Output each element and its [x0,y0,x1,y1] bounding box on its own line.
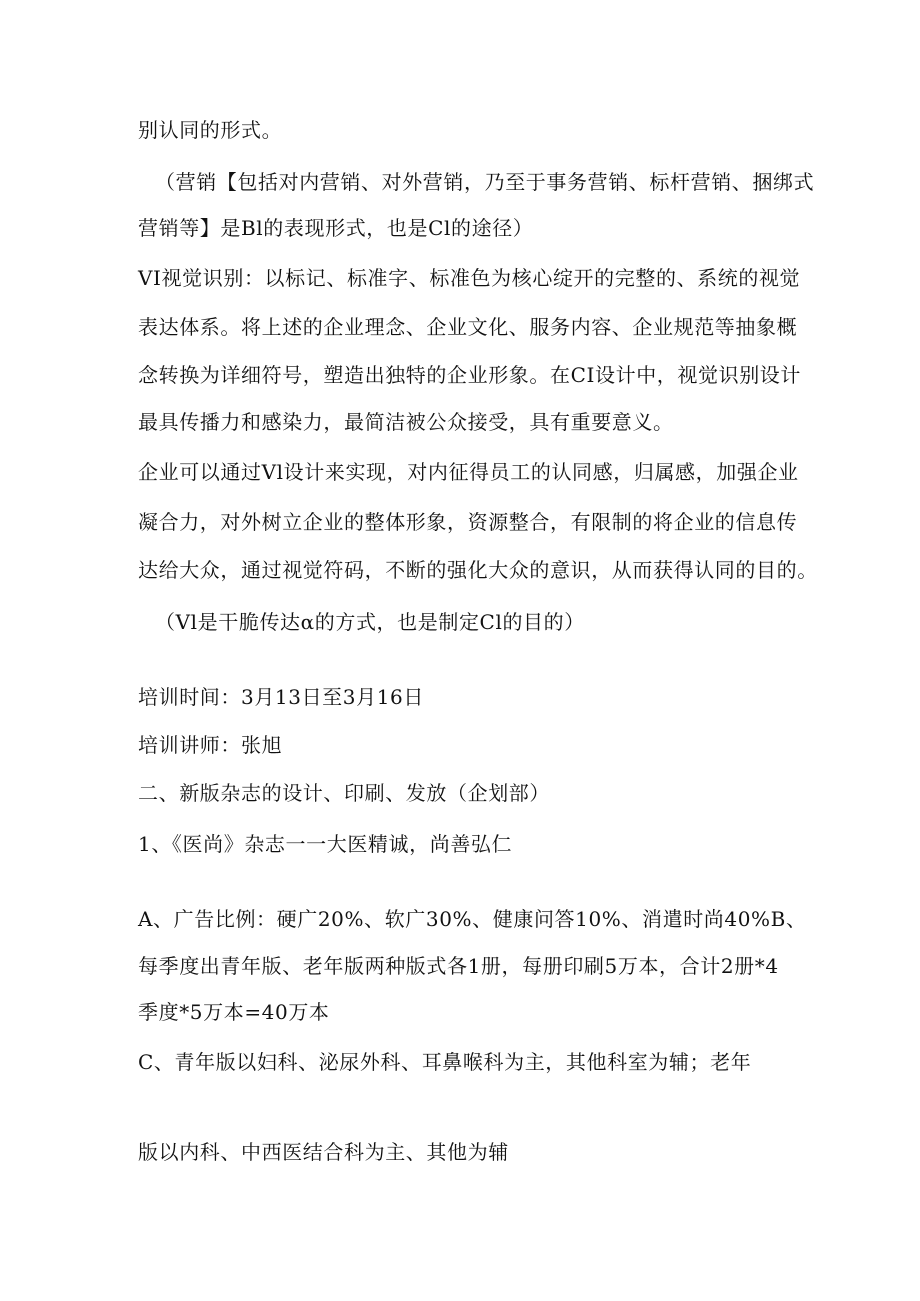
text-line: 每季度出青年版、老年版两种版式各1册，每册印刷5万本，合计2册*4 [138,954,779,978]
text-line: 培训时间：3月13日至3月16日 [138,685,424,709]
text-line: 季度*5万本=40万本 [138,1000,330,1024]
text-line: 版以内科、中西医结合科为主、其他为辅 [138,1140,509,1164]
text-line: A、广告比例：硬广20%、软广30%、健康问答10%、消遣时尚40%B、 [138,907,807,931]
text-line: 营销等】是Bl的表现形式，也是Cl的途径） [138,216,534,240]
text-line: VI视觉识别：以标记、标准字、标准色为核心绽开的完整的、系统的视觉 [138,266,801,290]
text-line: 表达体系。将上述的企业理念、企业文化、服务内容、企业规范等抽象概 [138,315,798,339]
text-line: （Vl是干脆传达α的方式，也是制定Cl的目的） [155,610,585,634]
text-line: 培训讲师：张旭 [138,733,283,757]
text-line: 凝合力，对外树立企业的整体形象，资源整合，有限制的将企业的信息传 [138,510,798,534]
text-line: 1、《医尚》杂志一一大医精诚，尚善弘仁 [138,832,513,856]
text-line: C、青年版以妇科、泌尿外科、耳鼻喉科为主，其他科室为辅；老年 [138,1050,752,1074]
text-line: 念转换为详细符号，塑造出独特的企业形象。在CI设计中，视觉识别设计 [138,363,802,387]
text-line: 最具传播力和感染力，最简洁被公众接受，具有重要意义。 [138,410,674,434]
text-line: （营销【包括对内营销、对外营销，乃至于事务营销、标杆营销、捆绑式 [155,170,815,194]
section-heading: 二、新版杂志的设计、印刷、发放（企划部） [138,781,550,805]
text-line: 企业可以通过Vl设计来实现，对内征得员工的认同感，归属感，加强企业 [138,460,799,484]
text-line: 别认同的形式。 [138,118,283,142]
text-line: 达给大众，通过视觉符码，不断的强化大众的意识，从而获得认同的目的。 [138,558,818,582]
